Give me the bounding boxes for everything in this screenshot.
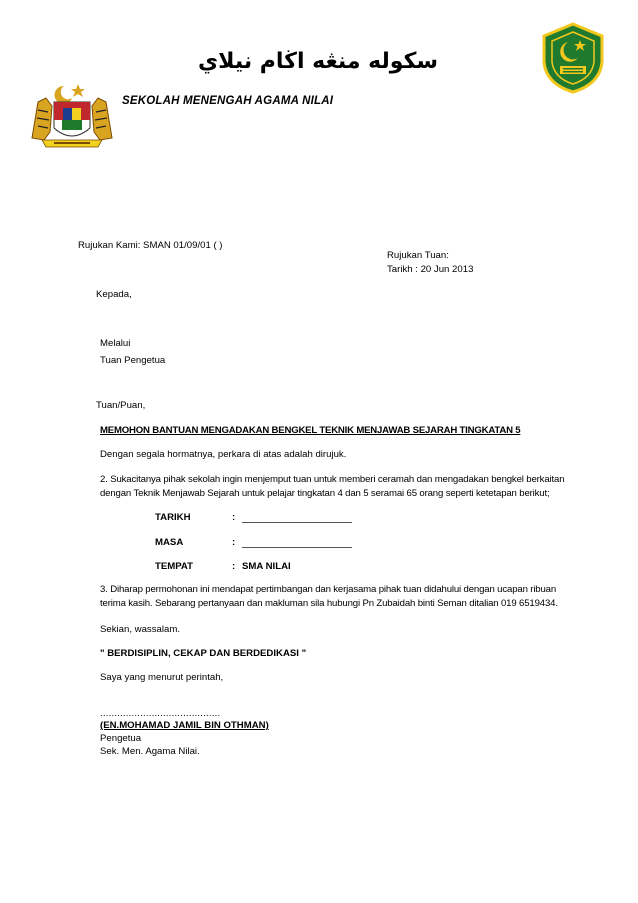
paragraph-2-line-2: dengan Teknik Menjawab Sejarah untuk pelajar tingkatan 4 dan 5 seramai 65 orang seperti ketetapan berikut; [100, 488, 550, 499]
salutation: Tuan/Puan, [96, 400, 146, 411]
letter-date: Tarikh : 20 Jun 2013 [387, 264, 474, 275]
recipient-via-person: Tuan Pengetua [100, 355, 166, 366]
coat-of-arms-logo [28, 80, 116, 150]
closing-line: Sekian, wassalam. [100, 624, 180, 635]
jawi-school-title: سکوله منڠه اڬام نيلاي [198, 49, 438, 74]
school-name-heading: SEKOLAH MENENGAH AGAMA NILAI [122, 95, 334, 107]
paragraph-3-line-1: 3. Diharap permohonan ini mendapat pertimbangan dan kerjasama pihak tuan didahului dengan ucapan ribuan [100, 584, 557, 595]
paragraph-2-line-1: 2. Sukacitanya pihak sekolah ingin menjemput tuan untuk memberi ceramah dan mengadakan bengkel berkaitan [100, 474, 565, 485]
field-tarikh-colon: : [232, 512, 236, 523]
school-emblem-logo [540, 22, 606, 94]
recipient-via: Melalui [100, 338, 131, 349]
signatory-name: (EN.MOHAMAD JAMIL BIN OTHMAN) [100, 720, 269, 731]
opening-line: Dengan segala hormatnya, perkara di atas adalah dirujuk. [100, 449, 347, 460]
field-tarikh-blank [242, 512, 352, 523]
field-masa-colon: : [232, 537, 236, 548]
paragraph-3-line-2: terima kasih. Sebarang pertanyaan dan makluman sila hubungi Pn Zubaidah binti Seman ditalian 019 6519434. [100, 598, 558, 609]
signatory-school: Sek. Men. Agama Nilai. [100, 746, 200, 757]
recipient-to: Kepada, [96, 289, 132, 300]
field-tempat-label: TEMPAT [155, 561, 194, 572]
field-tempat-value: SMA NILAI [242, 561, 291, 572]
field-tarikh-label: TARIKH [155, 512, 191, 523]
your-reference: Rujukan Tuan: [387, 250, 449, 261]
field-masa-blank [242, 537, 352, 548]
field-tempat-colon: : [232, 561, 236, 572]
sign-off: Saya yang menurut perintah, [100, 672, 224, 683]
signatory-title: Pengetua [100, 733, 142, 744]
signature-dots: .......................................... [100, 708, 221, 719]
letter-subject: MEMOHON BANTUAN MENGADAKAN BENGKEL TEKNIK MENJAWAB SEJARAH TINGKATAN 5 [100, 425, 521, 436]
our-reference: Rujukan Kami: SMAN 01/09/01 ( ) [78, 240, 223, 251]
school-motto: " BERDISIPLIN, CEKAP DAN BERDEDIKASI " [100, 648, 307, 659]
field-masa-label: MASA [155, 537, 184, 548]
